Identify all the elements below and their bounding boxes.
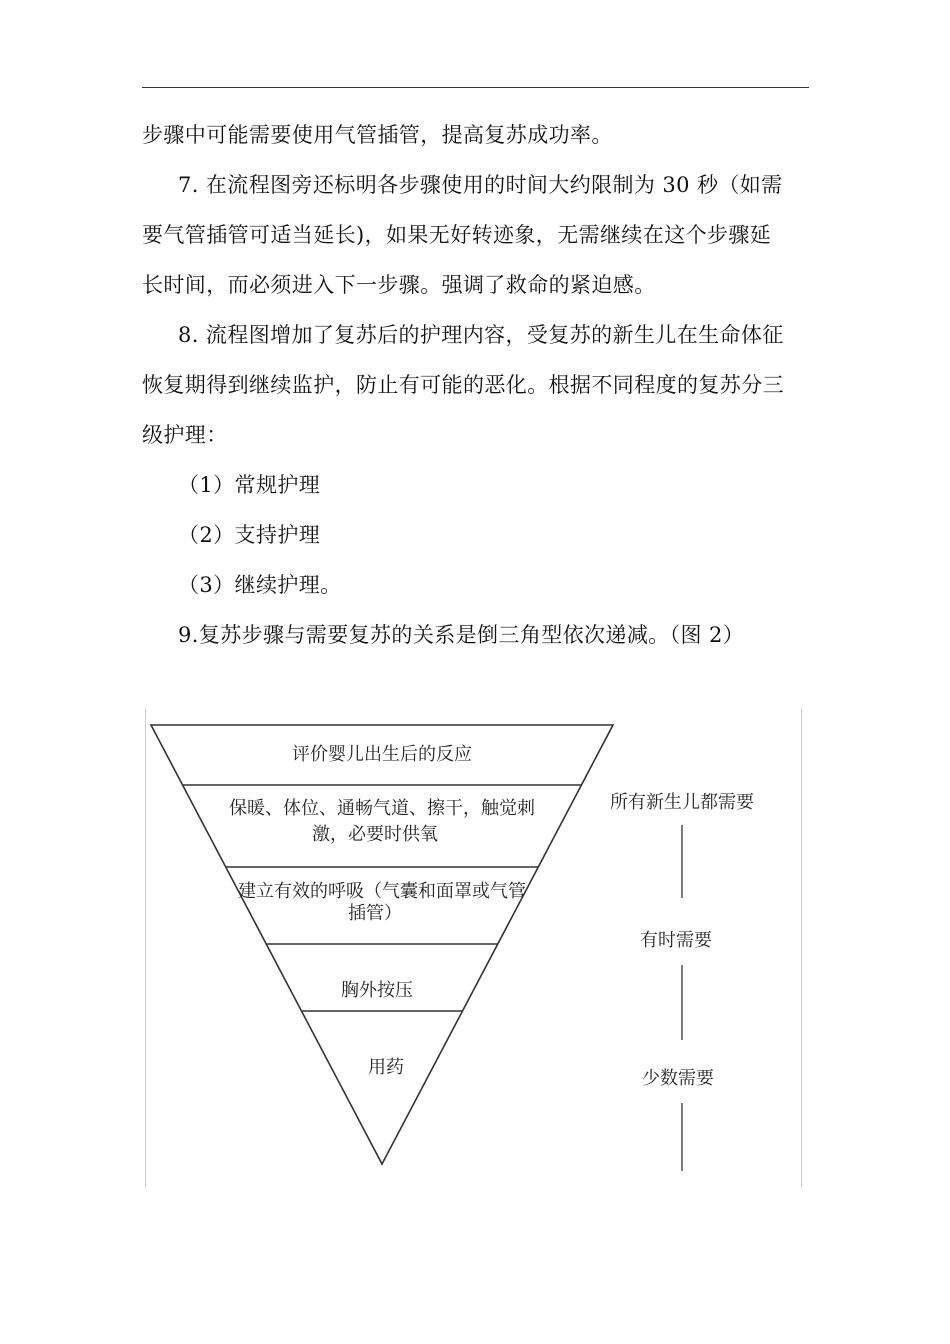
document-body [142, 110, 809, 660]
side-label: 有时需要 [640, 930, 712, 951]
level-label: 建立有效的呼吸（气囊和面罩或气管 [238, 881, 526, 902]
text-line: 8. 流程图增加了复苏后的护理内容，受复苏的新生儿在生命体征 [178, 323, 784, 347]
resuscitation-triangle-figure [145, 708, 803, 1188]
text-line: 恢复期得到继续监护，防止有可能的恶化。根据不同程度的复苏分三 [142, 373, 784, 397]
text-line: 步骤中可能需要使用气管插管，提高复苏成功率。 [142, 123, 613, 147]
level-label: 激，必要时供氧 [312, 824, 438, 845]
text-line: 7. 在流程图旁还标明各步骤使用的时间大约限制为 30 秒（如需 [178, 173, 783, 197]
triangle-diagram [145, 708, 803, 1188]
side-label: 所有新生儿都需要 [610, 792, 754, 813]
text-line: （3）继续护理。 [178, 573, 342, 597]
level-label: 插管） [348, 903, 402, 924]
level-label: 用药 [368, 1057, 404, 1078]
text-line: 长时间，而必须进入下一步骤。强调了救命的紧迫感。 [142, 273, 656, 297]
header-rule [142, 87, 809, 88]
text-line: （2）支持护理 [178, 523, 321, 547]
text-line: 级护理： [142, 423, 228, 447]
text-line: 要气管插管可适当延长)，如果无好转迹象，无需继续在这个步骤延 [142, 223, 772, 247]
level-label: 胸外按压 [341, 980, 413, 1001]
level-label: 评价婴儿出生后的反应 [292, 744, 472, 765]
text-line: 9.复苏步骤与需要复苏的关系是倒三角型依次递减。（图 2） [178, 623, 745, 647]
side-label: 少数需要 [642, 1068, 714, 1089]
text-line: （1）常规护理 [178, 473, 321, 497]
level-label: 保暖、体位、通畅气道、擦干，触觉刺 [229, 798, 535, 819]
